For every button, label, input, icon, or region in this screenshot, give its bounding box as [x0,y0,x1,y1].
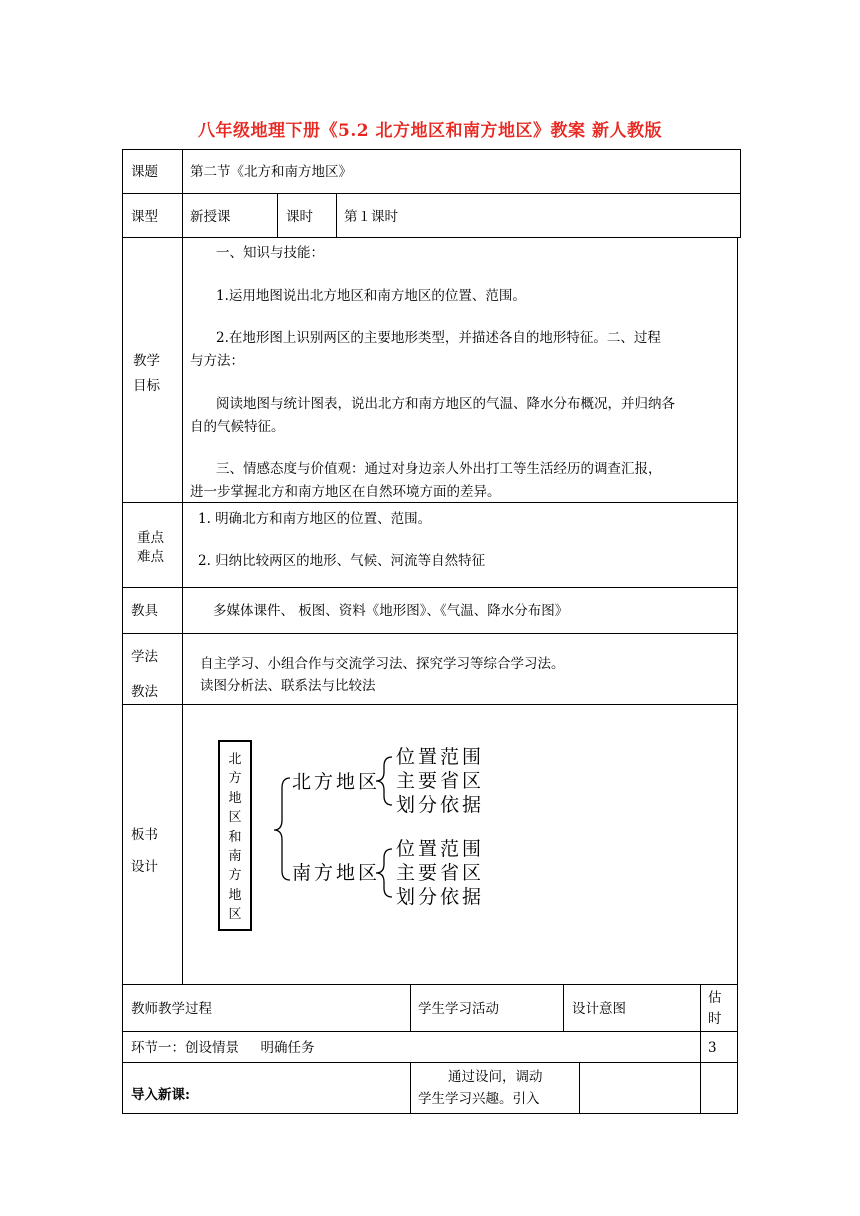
board-char: 北 [228,752,242,767]
board-label: 板书 [131,827,158,843]
key-label: 难点 [137,549,164,565]
key-point: 1. 明确北方和南方地区的位置、范围。 [198,511,432,527]
board-char: 方 [228,868,242,884]
board-char: 区 [228,907,242,923]
col-time-header: 时 [708,1011,722,1027]
student-activity-line: 学生学习兴趣。引入 [418,1091,540,1107]
goal-label: 教学 [133,353,160,369]
type-label: 课型 [131,209,158,225]
north-item: 主要省区 [396,770,485,792]
type-value: 新授课 [190,209,231,225]
tools-value: 多媒体课件、 板图、资料《地形图》、《气温、降水分布图》 [213,603,569,619]
board-label: 设计 [131,859,158,875]
hours-label: 课时 [286,209,313,225]
key-label: 重点 [137,530,164,546]
north-item: 划分依据 [396,794,485,816]
goal-line: 进一步掌握北方和南方地区在自然环境方面的差异。 [190,484,501,500]
col-design-header: 设计意图 [572,1001,626,1017]
goal-line: 与方法： [190,353,244,369]
student-activity-line: 通过设问，调动 [448,1069,543,1085]
south-item: 划分依据 [396,886,485,908]
goal-line: 一、知识与技能： [216,245,324,261]
method-label: 学法 [131,649,158,665]
main-brace [274,778,290,880]
topic-label: 课题 [131,164,158,180]
tools-label: 教具 [131,603,158,619]
method-line: 读图分析法、联系法与比较法 [200,678,376,694]
method-label: 教法 [131,684,158,700]
board-char: 区 [228,810,242,826]
topic-value: 第二节《北方和南方地区》 [190,164,352,180]
south-region-label: 南方地区 [292,862,381,884]
board-char: 地 [228,790,242,806]
board-char: 和 [228,829,242,845]
step-one-time: 3 [708,1040,717,1056]
board-char: 地 [228,887,242,903]
goal-line: 自的气候特征。 [190,419,285,435]
col-teacher-header: 教师教学过程 [131,1001,212,1017]
col-student-header: 学生学习活动 [418,1001,499,1017]
south-item: 位置范围 [396,838,485,860]
goal-line: 阅读地图与统计图表，说出北方和南方地区的气温、降水分布概况，并归纳各 [216,396,675,412]
goal-line: 三、情感态度与价值观：通过对身边亲人外出打工等生活经历的调查汇报， [216,461,662,477]
goal-line: 2.在地形图上识别两区的主要地形类型，并描述各自的地形特征。二、过程 [216,330,661,346]
col-time-header: 估 [708,990,722,1006]
intro-label: 导入新课: [131,1087,190,1103]
south-item: 主要省区 [396,862,485,884]
north-region-label: 北方地区 [292,771,381,793]
method-line: 自主学习、小组合作与交流学习法、探究学习等综合学习法。 [200,656,565,672]
hours-value: 第１课时 [344,209,398,225]
document-title: 八年级地理下册《5.2 北方地区和南方地区》教案 新人教版 [198,121,662,141]
board-char: 南 [228,849,242,865]
north-item: 位置范围 [396,746,485,768]
key-point: 2. 归纳比较两区的地形、气候、河流等自然特征 [198,553,486,569]
step-one: 环节一：创设情景 明确任务 [131,1040,315,1056]
board-char: 方 [228,771,242,787]
goal-label: 目标 [133,378,160,394]
goal-line: 1.运用地图说出北方地区和南方地区的位置、范围。 [216,288,526,304]
